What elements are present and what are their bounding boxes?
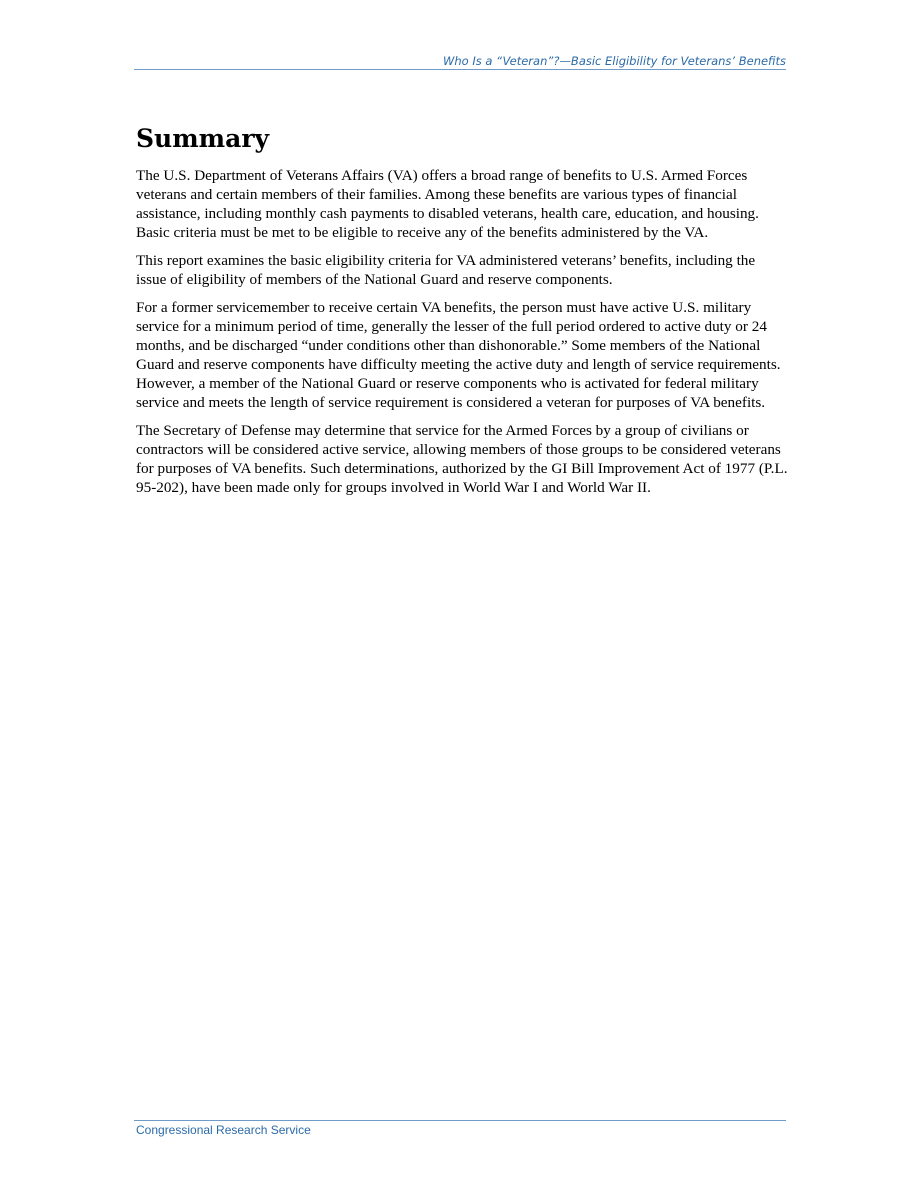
footer-rule xyxy=(134,1120,786,1121)
footer-publisher: Congressional Research Service xyxy=(136,1123,311,1137)
header-rule xyxy=(134,69,786,70)
running-header-title: Who Is a “Veteran”?—Basic Eligibility for Veterans’ Benefits xyxy=(442,54,786,68)
section-title: Summary xyxy=(136,124,270,153)
summary-section xyxy=(136,124,788,506)
summary-paragraph-4: The Secretary of Defense may determine that service for the Armed Forces by a group of civilians or contractors will be considered active service, allowing members of those groups to be considered veterans for purposes of VA benefits. Such determinations, authorized by the GI Bill Improvement Act of 1977 (P.L. 95-202), have been made only for groups involved in World War I and World War II. xyxy=(136,422,788,496)
summary-paragraph-2: This report examines the basic eligibility criteria for VA administered veterans’ benefits, including the issue of eligibility of members of the National Guard and reserve components. xyxy=(136,252,756,288)
summary-paragraph-3: For a former servicemember to receive certain VA benefits, the person must have active U.S. military service for a minimum period of time, generally the lesser of the full period ordered to active duty or 24 months, and be discharged “under conditions other than dishonorable.” Some members of the National Guard and reserve components have difficulty meeting the active duty and length of service requirements. However, a member of the National Guard or reserve components who is activated for federal military service and meets the length of service requirement is considered a veteran for purposes of VA benefits. xyxy=(136,299,781,411)
summary-paragraph-1: The U.S. Department of Veterans Affairs (VA) offers a broad range of benefits to U.S. Armed Forces veterans and certain members of their families. Among these benefits are various types of financial assistance, including monthly cash payments to disabled veterans, health care, education, and housing. Basic criteria must be met to be eligible to receive any of the benefits administered by the VA. xyxy=(136,167,759,241)
